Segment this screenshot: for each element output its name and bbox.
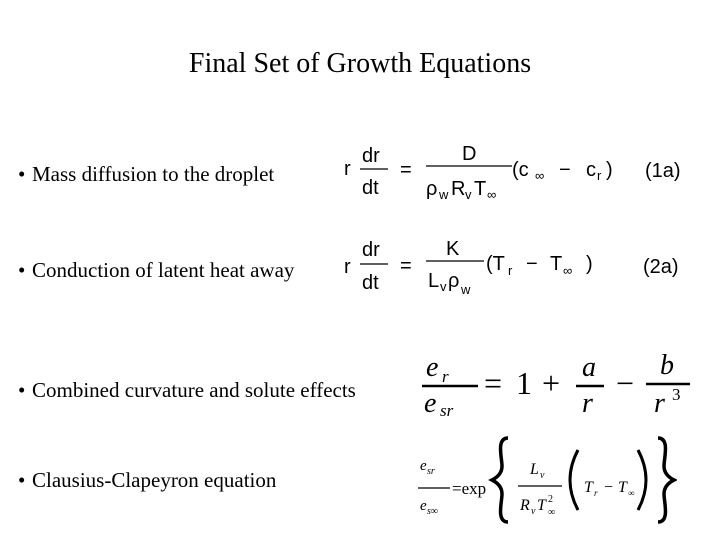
eq1-R: R: [451, 178, 466, 200]
bullet-dot: •: [18, 258, 26, 282]
eq1-T-sub: ∞: [487, 187, 497, 202]
eq2-T2-sub: ∞: [563, 263, 573, 278]
eq1-rho: ρ: [426, 178, 438, 200]
eq2-L: L: [428, 270, 440, 292]
eq1-rho-sub: w: [439, 187, 449, 202]
eq3-r2-exp: 3: [672, 385, 681, 404]
bullet-curvature-solute: [18, 378, 356, 403]
bullet-text: Clausius-Clapeyron equation: [32, 468, 277, 492]
bullet-text: Conduction of latent heat away: [32, 258, 295, 282]
eq1-dt: dt: [362, 177, 379, 199]
eq2-paren-open: (T: [486, 253, 505, 275]
eq4-equals-exp: =exp: [452, 479, 487, 498]
equation-label-2a: (2a): [643, 256, 679, 278]
slide-title: Final Set of Growth Equations: [188, 48, 532, 79]
left-paren-icon: [570, 450, 578, 510]
equation-label-1a: (1a): [645, 160, 681, 182]
eq4-L: L: [530, 461, 539, 478]
eq3-den-e: e: [424, 388, 437, 418]
eq1-D: D: [462, 143, 477, 165]
eq3-minus: −: [616, 365, 635, 401]
eq4-num-e: e: [420, 458, 427, 474]
eq2-minus: −: [526, 253, 538, 275]
eq1-equals: =: [400, 159, 412, 181]
eq1-R-sub: v: [465, 187, 472, 202]
eq2-equals: =: [400, 255, 412, 277]
eq3-den-sub: sr: [440, 401, 454, 418]
eq3-a: a: [582, 352, 596, 383]
eq4-den-e: e: [420, 498, 427, 514]
bullet-dot: •: [18, 468, 26, 492]
eq4-minus: −: [604, 479, 614, 496]
eq2-dt: dt: [362, 272, 379, 294]
equation-conduction: [340, 230, 610, 310]
eq4-den-sub: s∞: [427, 506, 439, 517]
eq1-c2: c: [586, 159, 596, 181]
eq2-T2: T: [550, 253, 563, 275]
eq1-c-sub: ∞: [535, 168, 545, 183]
eq4-den-R-sub: v: [531, 506, 536, 517]
eq2-T-sub: r: [508, 263, 513, 278]
left-brace-icon: [492, 438, 508, 522]
eq1-paren-open: (c: [512, 159, 529, 181]
eq3-one: 1: [516, 365, 532, 401]
eq3-b: b: [660, 350, 674, 381]
eq2-dr: dr: [362, 239, 380, 261]
eq4-den-R: R: [520, 497, 530, 514]
eq1-c2-sub: r: [597, 168, 602, 183]
eq4-den-T-sub: ∞: [548, 507, 556, 518]
eq3-equals: =: [484, 365, 503, 401]
eq3-plus: +: [542, 365, 561, 401]
equation-clausius-clapeyron: [412, 430, 677, 530]
eq4-L-sub: v: [540, 470, 545, 481]
eq4-T2: T: [618, 479, 627, 496]
eq2-paren-close: ): [586, 253, 593, 275]
eq1-T: T: [474, 178, 487, 200]
eq3-num-sub: r: [442, 367, 449, 386]
eq2-rho-sub: w: [461, 282, 471, 297]
right-brace-icon: [658, 438, 674, 522]
eq4-den-T-exp: 2: [548, 494, 553, 505]
eq1-minus: −: [559, 159, 571, 181]
right-paren-icon: [638, 450, 646, 510]
bullet-clausius-clapeyron: [18, 468, 276, 493]
bullet-dot: •: [18, 378, 26, 402]
bullet-text: Mass diffusion to the droplet: [32, 162, 275, 186]
bullet-text: Combined curvature and solute effects: [32, 378, 356, 402]
eq2-r: r: [344, 256, 351, 278]
bullet-conduction: [18, 258, 294, 283]
eq4-T1-sub: r: [594, 488, 598, 498]
eq1-paren-close: ): [606, 159, 613, 181]
eq3-num-e: e: [426, 352, 439, 383]
equation-curvature-solute: [418, 348, 708, 423]
bullet-mass-diffusion: [18, 162, 274, 187]
equation-mass-diffusion: [340, 138, 630, 218]
eq3-r2: r: [654, 388, 665, 418]
eq4-num-sub: sr: [427, 466, 435, 477]
eq1-r: r: [344, 158, 351, 180]
eq1-dr: dr: [362, 145, 380, 167]
eq4-T1: T: [584, 479, 593, 496]
eq3-r1: r: [582, 388, 593, 418]
eq2-rho: ρ: [448, 270, 460, 292]
eq4-den-T: T: [537, 497, 546, 514]
eq4-T2-sub: ∞: [628, 488, 635, 498]
eq2-L-sub: v: [440, 279, 447, 294]
bullet-dot: •: [18, 162, 26, 186]
eq2-K: K: [446, 238, 460, 260]
